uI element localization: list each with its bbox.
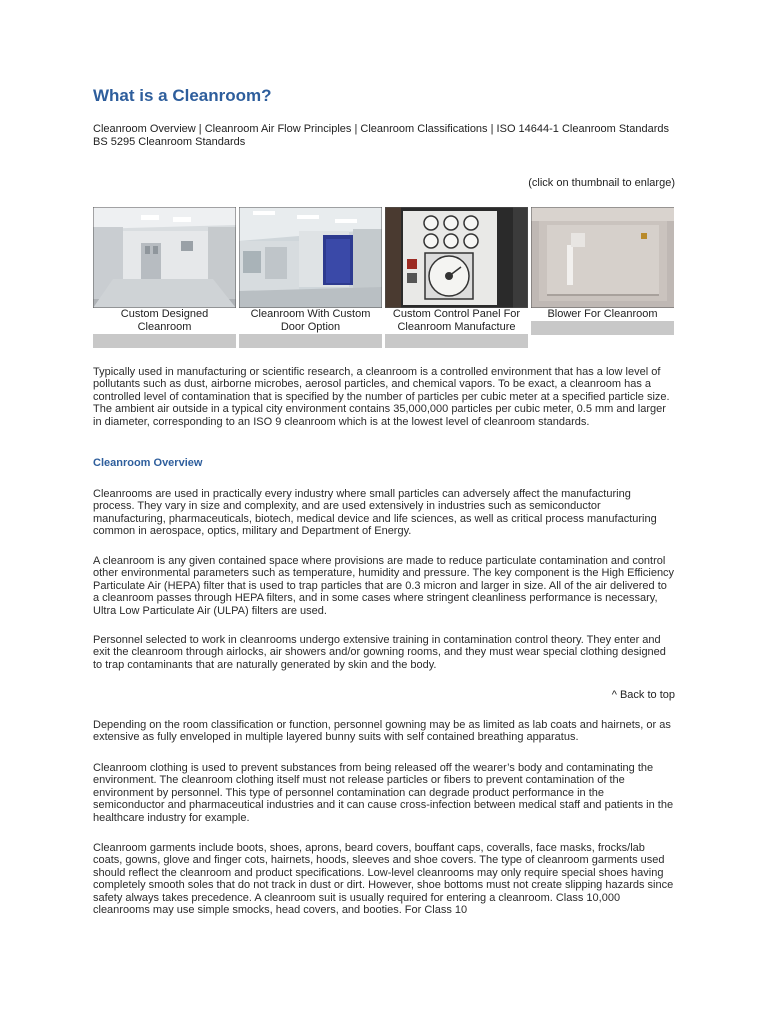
thumbnail-caption: Blower For Cleanroom [531, 308, 674, 321]
nav-separator: | [195, 123, 205, 135]
nav-separator: | [487, 123, 497, 135]
paragraph: Cleanrooms are used in practically every industry where small particles can adversely affect the manufacturing process. They vary in size and complexity, and are used extensively in industries such as semiconductor manufacturing, pharmaceuticals, biotech, medical device and life sciences, as well as critical process manufacturing common in aerospace, optics, military and Department of Energy. [93, 488, 657, 538]
nav-link-iso-standards[interactable]: ISO 14644-1 Cleanroom Standards [496, 123, 669, 135]
thumbnail-custom-control-panel[interactable] [385, 207, 528, 349]
thumbnail-hint: (click on thumbnail to enlarge) [528, 177, 675, 189]
caption-bar [385, 334, 528, 348]
nav-separator: | [351, 123, 361, 135]
thumbnail-image[interactable] [385, 207, 528, 308]
caption-bar [239, 334, 382, 348]
thumbnail-caption: Custom Control Panel For Cleanroom Manufacture [385, 308, 528, 334]
thumbnail-cleanroom-custom-door[interactable] [239, 207, 382, 349]
paragraph: Personnel selected to work in cleanrooms undergo extensive training in contamination control theory. They enter and exit the cleanroom through airlocks, air showers and/or gowning rooms, and they must wear special clothing designed to trap contaminants that are naturally generated by skin and the body. [93, 634, 666, 671]
thumbnail-caption: Cleanroom With Custom Door Option [239, 308, 382, 334]
paragraph: Depending on the room classification or function, personnel gowning may be as limited as lab coats and hairnets, or as extensive as fully enveloped in multiple layered bunny suits with self contained breathing apparatus. [93, 719, 671, 744]
thumbnail-gallery [93, 207, 675, 349]
paragraph: Cleanroom clothing is used to prevent substances from being released off the wearer’s body and contaminating the environment. The cleanroom clothing itself must not release particles or fibers to prevent contamination of the environment by personnel. This type of personnel contamination can degrade product performance in the semiconductor and pharmaceutical industries and it can cause cross-infection between medical staff and patients in the healthcare industry for example. [93, 762, 674, 824]
thumbnail-image[interactable] [93, 207, 236, 308]
paragraph: Cleanroom garments include boots, shoes, aprons, beard covers, bouffant caps, coveralls, face masks, frocks/lab coats, gowns, glove and finger cots, hairnets, hoods, sleeves and shoe covers. The type of cleanroom garments used should reflect the cleanroom and product specifications. Low-level cleanrooms may only require special shoes having completely smooth soles that do not track in dust or dirt. However, shoe bottoms must not create slipping hazards since safety always takes precedence. A cleanroom suit is usually required for entering a cleanroom. Class 10,000 cleanrooms may use simple smocks, head covers, and booties. For Class 10 [93, 842, 674, 917]
nav-link-classifications[interactable]: Cleanroom Classifications [360, 123, 488, 135]
page-title: What is a Cleanroom? [93, 86, 272, 105]
back-to-top-link[interactable]: ^ Back to top [611, 689, 675, 701]
paragraph: A cleanroom is any given contained space where provisions are made to reduce particulate contamination and control other environmental parameters such as temperature, humidity and pressure. The key component is the High Efficiency Particulate Air (HEPA) filter that is used to trap particles that are 0.3 micron and larger in size. All of the air delivered to a cleanroom passes through HEPA filters, and in some cases where stringent cleanliness performance is necessary, Ultra Low Particulate Air (ULPA) filters are used. [93, 555, 675, 617]
nav-link-air-flow[interactable]: Cleanroom Air Flow Principles [204, 123, 352, 135]
section-nav [93, 123, 675, 149]
thumbnail-image[interactable] [531, 207, 674, 308]
thumbnail-custom-designed-cleanroom[interactable] [93, 207, 236, 349]
nav-link-overview[interactable]: Cleanroom Overview [93, 123, 196, 135]
thumbnail-image[interactable] [239, 207, 382, 308]
caption-bar [93, 334, 236, 348]
intro-paragraph: Typically used in manufacturing or scientific research, a cleanroom is a controlled environment that has a low level of pollutants such as dust, airborne microbes, aerosol particles, and chemical vapors. To be exact, a cleanroom has a controlled level of contamination that is specified by the number of particles per cubic meter at a specified particle size. The ambient air outside in a typical city environment contains 35,000,000 particles per cubic meter, 0.5 mm and larger in diameter, corresponding to an ISO 9 cleanroom which is at the lowest level of cleanroom standards. [93, 366, 670, 428]
nav-link-bs-standards[interactable]: BS 5295 Cleanroom Standards [93, 136, 246, 148]
caption-bar [531, 321, 674, 335]
thumbnail-blower[interactable] [531, 207, 674, 349]
section-heading: Cleanroom Overview [93, 457, 203, 469]
thumbnail-caption: Custom Designed Cleanroom [93, 308, 236, 334]
